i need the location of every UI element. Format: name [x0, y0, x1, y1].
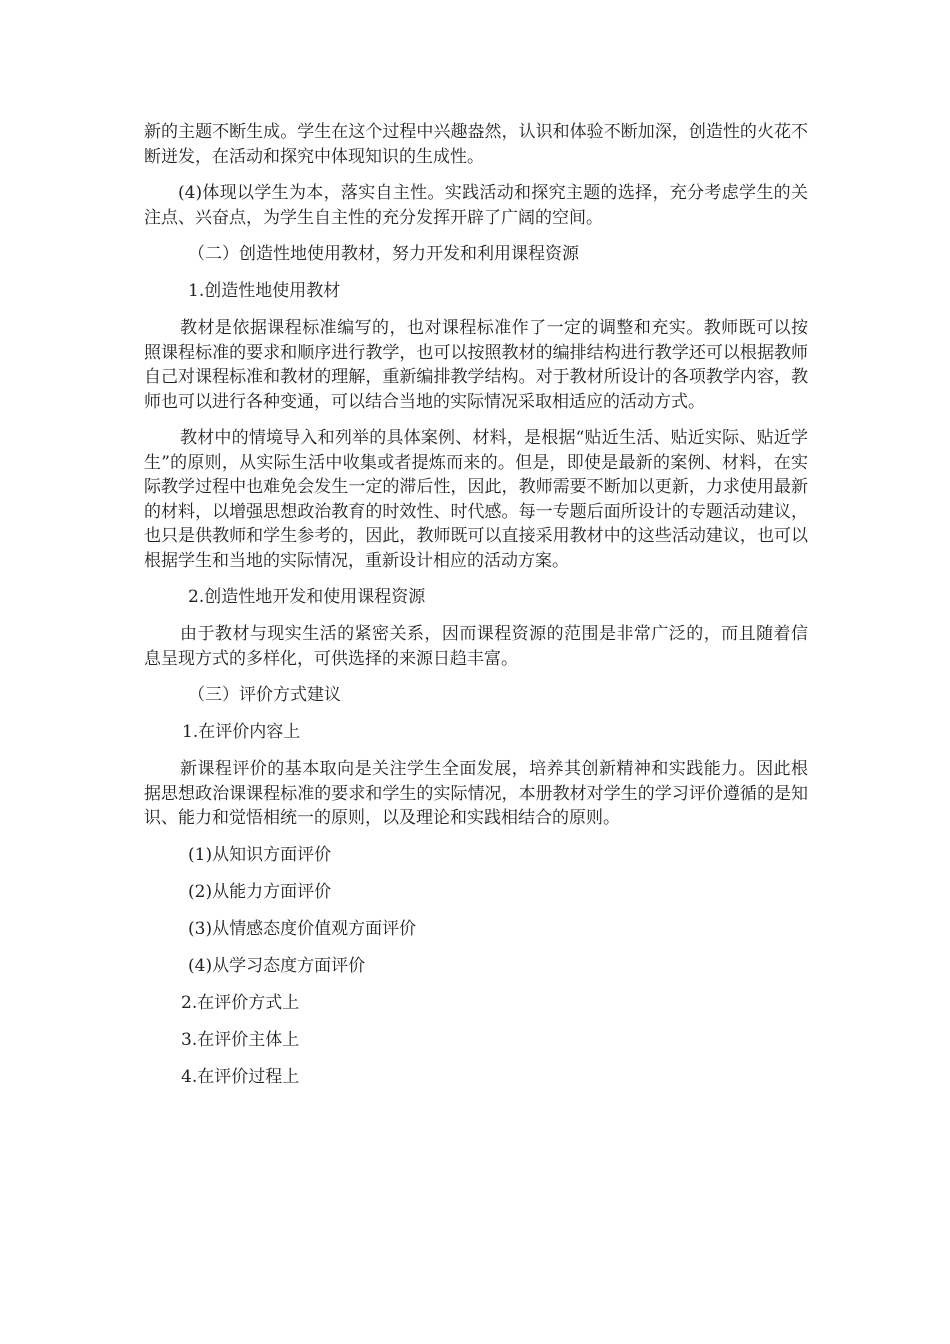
paragraph-textbook-standards: 教材是依据课程标准编写的，也对课程标准作了一定的调整和充实。教师既可以按照课程标准的要求和顺序进行教学，也可以按照教材的编排结构进行教学还可以根据教师自己对课程标准和教材的理解，重新编排教学结构。对于教材所设计的各项教学内容，教师也可以进行各种变通，可以结合当地的实际情况采取相适应的活动方式。	[144, 318, 808, 412]
subheading-evaluation-subject: 3.在评价主体上	[181, 1029, 300, 1050]
subheading-evaluation-process: 4.在评价过程上	[181, 1066, 300, 1087]
section-heading-evaluation: （三）评价方式建议	[188, 685, 341, 705]
list-item-attitude: (4)从学习态度方面评价	[188, 955, 366, 976]
section-heading-creative-use: （二）创造性地使用教材，努力开发和利用课程资源	[188, 244, 579, 264]
paragraph-evaluation-orientation: 新课程评价的基本取向是关注学生全面发展，培养其创新精神和实践能力。因此根据思想政治课课程标准的要求和学生的实际情况，本册教材对学生的学习评价遵循的是知识、能力和觉悟相统一的原则，以及理论和实践相结合的原则。	[144, 759, 808, 828]
document-page	[144, 120, 808, 1102]
paragraph-intro-continuation: 新的主题不断生成。学生在这个过程中兴趣盎然，认识和体验不断加深，创造性的火花不断迸发，在活动和探究中体现知识的生成性。	[144, 122, 808, 167]
subheading-evaluation-content: 1.在评价内容上	[182, 722, 301, 742]
paragraph-textbook-cases: 教材中的情境导入和列举的具体案例、材料，是根据“贴近生活、贴近实际、贴近学生”的原则，从实际生活中收集或者提炼而来的。但是，即使是最新的案例、材料，在实际教学过程中也难免会发生一定的滞后性，因此，教师需要不断加以更新，力求使用最新的材料，以增强思想政治教育的时效性、时代感。每一专题后面所设计的专题活动建议，也只是供教师和学生参考的，因此，教师既可以直接采用教材中的这些活动建议，也可以根据学生和当地的实际情况，重新设计相应的活动方案。	[144, 428, 808, 571]
list-item-ability: (2)从能力方面评价	[188, 881, 332, 902]
subheading-course-resources: 2.创造性地开发和使用课程资源	[188, 587, 426, 607]
paragraph-student-autonomy: (4)体现以学生为本，落实自主性。实践活动和探究主题的选择，充分考虑学生的关注点、兴奋点，为学生自主性的充分发挥开辟了广阔的空间。	[144, 183, 808, 228]
subheading-evaluation-method: 2.在评价方式上	[181, 992, 300, 1013]
subheading-use-textbook: 1.创造性地使用教材	[188, 281, 341, 301]
paragraph-resources: 由于教材与现实生活的紧密关系，因而课程资源的范围是非常广泛的，而且随着信息呈现方式的多样化，可供选择的来源日趋丰富。	[144, 624, 808, 669]
list-item-values: (3)从情感态度价值观方面评价	[188, 918, 417, 939]
list-item-knowledge: (1)从知识方面评价	[188, 844, 332, 865]
